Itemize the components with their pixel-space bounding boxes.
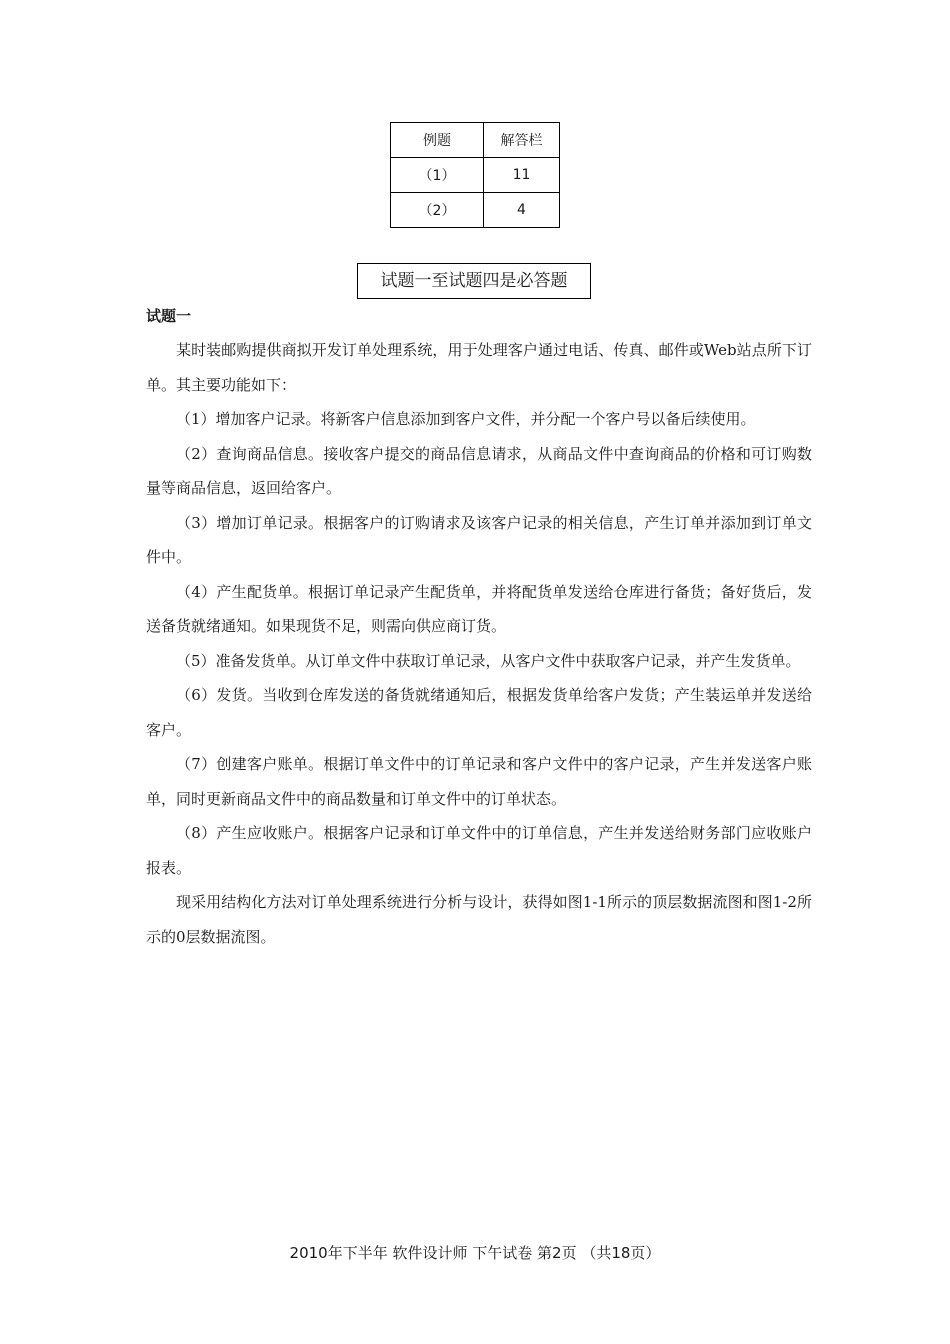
table-cell: 4 [484, 193, 560, 228]
required-notice-box: 试题一至试题四是必答题 [357, 263, 591, 299]
function-item: （2）查询商品信息。接收客户提交的商品信息请求，从商品文件中查询商品的价格和可订购数量等商品信息，返回给客户。 [146, 444, 812, 497]
table-header-row [391, 123, 560, 158]
table-row [391, 193, 560, 228]
table-row [391, 158, 560, 193]
function-item: （4）产生配货单。根据订单记录产生配货单，并将配货单发送给仓库进行备货；备好货后，发送备货就绪通知。如果现货不足，则需向供应商订货。 [146, 582, 812, 635]
function-item: （6）发货。当收到仓库发送的备货就绪通知后，根据发货单给客户发货；产生装运单并发送给客户。 [146, 686, 812, 739]
question-title: 试题一 [146, 307, 192, 325]
table-header-cell: 解答栏 [484, 123, 560, 158]
question-body [146, 333, 812, 954]
table-header-cell: 例题 [391, 123, 484, 158]
table-cell: （1） [391, 158, 484, 193]
function-item: （5）准备发货单。从订单文件中获取订单记录，从客户文件中获取客户记录，并产生发货单。 [176, 651, 801, 670]
conclusion-paragraph: 现采用结构化方法对订单处理系统进行分析与设计，获得如图1-1所示的顶层数据流图和图1-2所示的0层数据流图。 [146, 893, 812, 946]
function-item: （8）产生应收账户。根据客户记录和订单文件中的订单信息，产生并发送给财务部门应收账户报表。 [146, 824, 812, 877]
intro-paragraph: 某时装邮购提供商拟开发订单处理系统，用于处理客户通过电话、传真、邮件或Web站点所下订单。其主要功能如下： [146, 341, 812, 394]
function-item: （3）增加订单记录。根据客户的订购请求及该客户记录的相关信息，产生订单并添加到订单文件中。 [146, 513, 812, 566]
table-cell: （2） [391, 193, 484, 228]
function-item: （1）增加客户记录。将新客户信息添加到客户文件，并分配一个客户号以备后续使用。 [176, 410, 756, 428]
function-item: （7）创建客户账单。根据订单文件中的订单记录和客户文件中的客户记录，产生并发送客户账单，同时更新商品文件中的商品数量和订单文件中的订单状态。 [146, 755, 812, 808]
table-cell: 11 [484, 158, 560, 193]
example-table [390, 122, 560, 228]
page-footer: 2010年下半年 软件设计师 下午试卷 第2页 （共18页） [289, 1244, 661, 1262]
